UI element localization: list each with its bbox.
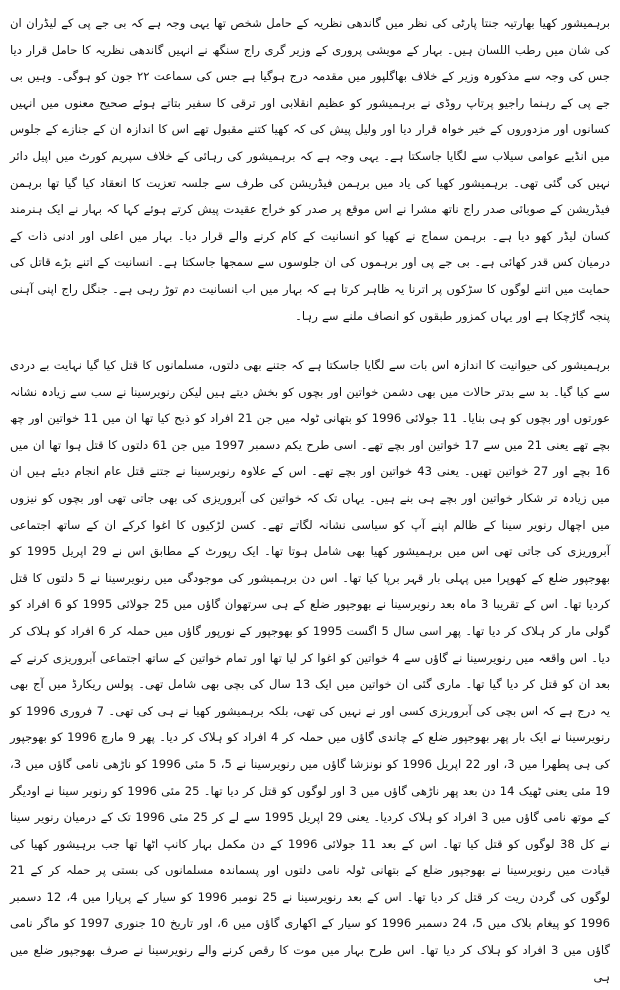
article-paragraph-1: برہمیشور کھیا بھارتیہ جنتا پارٹی کی نظر میں گاندھی نظریہ کے حامل شخص تھا یہی وجہ ہے کہ بی جے پی کے لیڈران ان کی شان میں رطب اللسان ہیں۔ بہار کے مویشی پروری کے وزیر گری راج سنگھ نے انہیں گاندھی نظریہ کا حامل قرار دیا جس کی وجہ سے مذکورہ وزیر کے خلاف بھاگلپور میں مقدمہ درج ہوگیا ہے جس کی سماعت ۲۲ جون کو ہوگی۔ وہیں بی جے پی کے رہنما راجیو پرتاپ روڈی نے برہمیشور کو عظیم انقلابی اور ترقی کا سفیر بتاتے ہوئے صحیح معنوں میں انہیں کسانوں اور مزدوروں کے خیر خواہ قرار دیا اور ولیل پیش کی کہ کھیا کتنے مقبول تھے اس کا اندازہ ان کے جنازے کے جلوس میں انڈیے عوامی سیلاب سے لگایا جاسکتا ہے۔ یہی وجہ ہے کہ برہمیشور کی رہائی کے خلاف سپریم کورٹ میں اپیل دائر نہیں کی گئی تھی۔ برہمیشور کھیا کی یاد میں برہمن فیڈریشن کی طرف سے جلسہ تعزیت کا انعقاد کیا گیا تھا برہمن فیڈریشن کے صوبائی صدر راج ناتھ مشرا نے اس موقع پر صدر کو خراج عقیدت پیش کرتے ہوئے کہا کہ بہار نے ایک ہنرمند کسان لیڈر کھو دیا ہے۔ برہمن سماج نے کھیا کو انسانیت کے کام کرنے والے قرار دیا۔ بہار میں اعلی اور ادنی ذات کے درمیان کس قدر کھائی ہے۔ بی جے پی اور برہموں کی ان جلوسوں سے سمجھا جاسکتا ہے۔ انسانیت کے اتنے بڑے قاتل کی حمایت میں اتنے لوگوں کا سڑکوں پر اترنا یہ ظاہر کرتا ہے کہ بہار میں اب انسانیت دم توڑ رہی ہے۔ جنگل راج اپنی آہنی پنجہ گاڑچکا ہے اور یہاں کمزور طبقوں کو انصاف ملنے سے رہا۔ (10, 16, 610, 323)
article-paragraph-2: برہمیشور کی حیوانیت کا اندازہ اس بات سے لگایا جاسکتا ہے کہ جتنے بھی دلتوں، مسلمانوں کا قتل کیا گیا نہایت بے دردی سے کیا گیا۔ بد سے بدتر حالات میں بھی دشمن خواتین اور بچوں کو بخش دیتے ہیں لیکن رنویرسینا نے سب سے زیادہ نشانہ عورتوں اور بچوں کو ہی بنایا۔ 11 جولائی 1996 کو بتھانی ٹولہ میں جن 21 افراد کو ذبح کیا تھا ان میں 11 خواتین اور چھ بچے تھے یعنی 21 میں سے 17 خواتین اور بچے تھے۔ اسی طرح یکم دسمبر 1997 میں جن 61 دلتوں کا قتل ہوا تھا ان میں 16 بچے اور 27 خواتین تھیں۔ یعنی 43 خواتین اور بچے تھے۔ اس کے علاوہ رنویرسینا نے جتنے قتل عام انجام دیئے ہیں ان میں زیادہ تر شکار خواتین اور بچے ہی بنے ہیں۔ یہاں تک کہ خواتین کی آبروریزی کی بھی جاتی تھی اور بچوں کو نیزوں میں اچھال رنویر سینا کے ظالم اپنے آپ کو سیاسی نشانہ لگاتے تھے۔ کسن لڑکیوں کا اغوا کرکے ان کے ساتھ اجتماعی آبروریزی کی جاتی تھی اس میں برہمیشور کھیا بھی شامل ہوتا تھا۔ ایک رپورٹ کے مطابق اس نے 29 اپریل 1995 کو بھوجپور ضلع کے کھوپرا میں پہلی بار قہر برپا کیا تھا۔ اس دن برہمیشور کی موجودگی میں رنویرسینا نے 5 دلتوں کا قتل کردیا تھا۔ اس کے تقریبا 3 ماہ بعد رنویرسینا نے بھوجپور ضلع کے ہی سرتھوان گاؤں میں 25 جولائی 1995 کو 6 افراد کو گولی مار کر ہلاک کر دیا تھا۔ پھر اسی سال 5 اگست 1995 کو بھوجپور کے نورپور گاؤں میں حملہ کر 6 افراد کو ہلاک کر دیا۔ اس واقعہ میں رنویرسینا نے گاؤں سے 4 خواتین کو اغوا کر لیا تھا اور تمام خواتین کے ساتھ اجتماعی آبروریزی کرنے کے بعد ان کو قتل کر دیا گیا تھا۔ ماری گئی ان خواتین میں ایک 13 سال کی بچی بھی شامل تھی۔ پولس ریکارڈ میں آج بھی یہ درج ہے کہ اس بچی کی آبروریزی کسی اور نے نہیں کی تھی، بلکہ برہمیشور کھیا نے ہی کی تھی۔ 7 فروری 1996 کو رنویرسینا نے ایک بار پھر بھوجپور ضلع کے چاندی گاؤں میں حملہ کر 4 افراد کو ہلاک کر دیا۔ پھر 9 مارچ 1996 کو بھوجپور کی ہی پطھرا میں 3، اور 22 اپریل 1996 کو نونزشا گاؤں میں رنویرسینا نے 5، 5 مئی 1996 کو ناڑھی نامی گاؤں میں 3، 19 مئی یعنی ٹھیک 14 دن بعد پھر ناڑھی گاؤں میں 3 اور لوگوں کو قتل کر دیا تھا۔ 25 مئی 1996 کو رنویر سینا نے اودیگر کے موتھ نامی گاؤں میں 3 افراد کو ہلاک کردیا۔ یعنی 29 اپریل 1995 سے لے کر 25 مئی 1996 تک کے درمیان رنویر سینا نے کل 38 لوگوں کو قتل کیا تھا۔ اس کے بعد 11 جولائی 1996 کے دن مکمل بہار کانپ اٹھا تھا جب برہیشور کھیا کی قیادت میں رنویرسینا نے بھوجپور ضلع کے بتھانی ٹولہ نامی دلتوں اور پسماندہ مسلمانوں کی بستی پر حملہ کر کے 21 لوگوں کی گردن ریت کر قتل کر دیا تھا۔ اس کے بعد رنویرسینا نے 25 نومبر 1996 کو سیار کے پرپارا میں 4، 12 دسمبر 1996 کو پیغام بلاک میں 5، 24 دسمبر 1996 کو سیار کے اکھاری گاؤں میں 6، اور تاریخ 10 جنوری 1997 کو ماگر نامی گاؤں میں 3 افراد کو ہلاک کر دیا تھا۔ اس طرح بہار میں موت کا رقص کرنے والے رنویرسینا نے صرف بھوجپور ضلع میں ہی (10, 358, 611, 984)
paragraph-gap (10, 330, 610, 352)
